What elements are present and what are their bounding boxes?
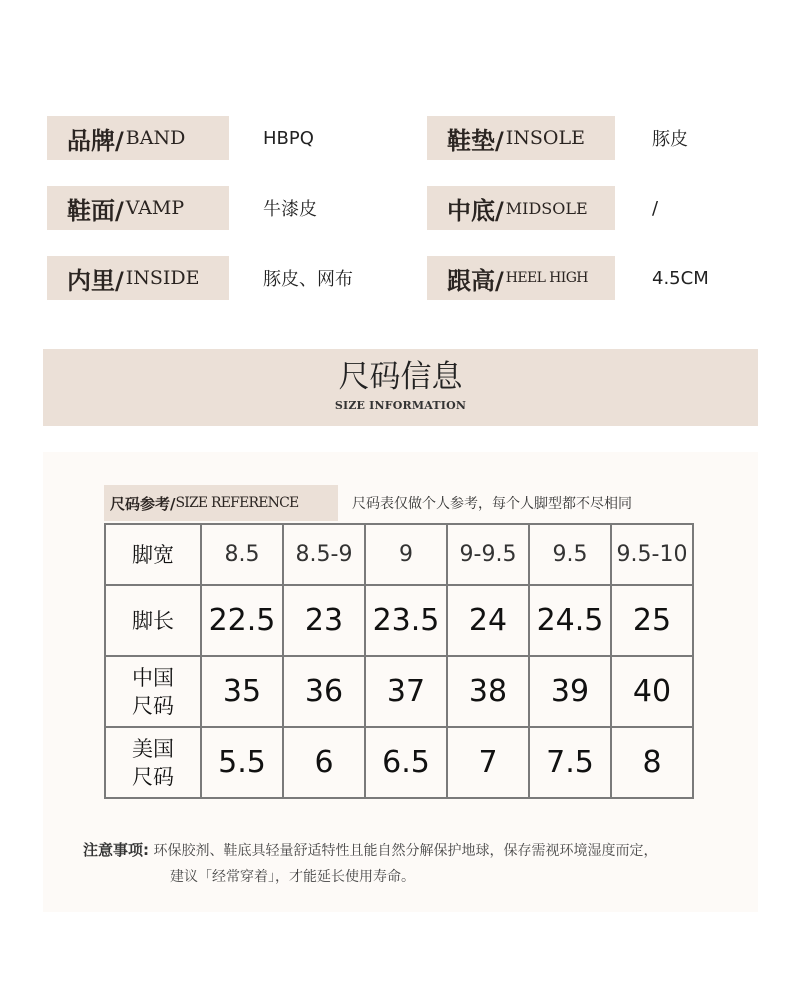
spec-midsole: [427, 186, 757, 230]
spec-midsole-zh: 中底/: [447, 196, 504, 225]
table-row-us-size: [105, 727, 693, 798]
spec-heel-high-label: [427, 256, 615, 300]
care-notes-line-1: [83, 837, 657, 864]
size-information-title: 尺码信息: [338, 359, 463, 395]
table-cell: 40: [611, 656, 693, 727]
spec-vamp-value: 牛漆皮: [263, 199, 317, 220]
spec-brand-label: [47, 116, 229, 160]
row-header-foot-length: 脚长: [105, 585, 201, 656]
row-header-china-size: 中国 尺码: [105, 656, 201, 727]
table-cell: 9-9.5: [447, 524, 529, 585]
table-cell: 35: [201, 656, 283, 727]
spec-inside-zh: 内里/: [67, 266, 124, 295]
care-notes-text-2: 建议「经常穿着」，才能延长使用寿命。: [170, 869, 415, 885]
spec-heel-high: [427, 256, 757, 300]
table-cell: 24.5: [529, 585, 611, 656]
size-reference-note: 尺码表仅做个人参考，每个人脚型都不尽相同: [352, 496, 632, 512]
table-cell: 6.5: [365, 727, 447, 798]
spec-vamp-label: [47, 186, 229, 230]
spec-vamp: [47, 186, 387, 230]
table-cell: 38: [447, 656, 529, 727]
table-cell: 23.5: [365, 585, 447, 656]
care-notes-label: 注意事项:: [83, 841, 149, 859]
table-row-foot-width: [105, 524, 693, 585]
size-information-subtitle: SIZE INFORMATION: [334, 399, 467, 412]
size-reference-label-zh: 尺码参考/: [110, 494, 176, 513]
table-row-foot-length: [105, 585, 693, 656]
table-cell: 25: [611, 585, 693, 656]
table-cell: 8.5: [201, 524, 283, 585]
table-cell: 23: [283, 585, 365, 656]
spec-insole-label: [427, 116, 615, 160]
spec-heel-high-zh: 跟高/: [447, 266, 504, 295]
spec-midsole-value: /: [652, 197, 659, 219]
size-reference-label-en: SIZE REFERENCE: [175, 495, 299, 511]
spec-brand-zh: 品牌/: [67, 126, 124, 155]
table-cell: 9: [365, 524, 447, 585]
table-cell: 24: [447, 585, 529, 656]
table-cell: 39: [529, 656, 611, 727]
table-cell: 5.5: [201, 727, 283, 798]
spec-insole-value: 豚皮: [652, 129, 688, 150]
table-cell: 8: [611, 727, 693, 798]
spec-insole-zh: 鞋垫/: [447, 126, 504, 155]
table-row-china-size: [105, 656, 693, 727]
spec-inside-label: [47, 256, 229, 300]
spec-heel-high-en: HEEL HIGH: [505, 270, 588, 286]
table-cell: 36: [283, 656, 365, 727]
table-cell: 7.5: [529, 727, 611, 798]
table-cell: 7: [447, 727, 529, 798]
spec-insole-en: INSOLE: [505, 127, 585, 149]
table-cell: 9.5: [529, 524, 611, 585]
spec-inside-en: INSIDE: [125, 267, 200, 289]
table-cell: 8.5-9: [283, 524, 365, 585]
table-cell: 9.5-10: [611, 524, 693, 585]
table-cell: 22.5: [201, 585, 283, 656]
row-header-us-size: 美国 尺码: [105, 727, 201, 798]
spec-brand: [47, 116, 387, 160]
care-notes: [83, 837, 657, 890]
spec-inside: [47, 256, 387, 300]
spec-inside-value: 豚皮、网布: [263, 269, 353, 290]
row-header-foot-width: 脚宽: [105, 524, 201, 585]
size-reference-label: [104, 485, 338, 521]
spec-midsole-label: [427, 186, 615, 230]
care-notes-text-1: 环保胶剂、鞋底具轻量舒适特性且能自然分解保护地球，保存需视环境湿度而定，: [153, 843, 658, 859]
spec-brand-en: BAND: [125, 127, 186, 149]
size-table: [104, 523, 694, 799]
table-cell: 6: [283, 727, 365, 798]
spec-insole: [427, 116, 757, 160]
spec-heel-high-value: 4.5CM: [652, 267, 709, 289]
spec-vamp-en: VAMP: [125, 197, 185, 219]
table-cell: 37: [365, 656, 447, 727]
spec-midsole-en: MIDSOLE: [505, 198, 588, 218]
size-information-banner: [43, 349, 758, 426]
spec-brand-value: HBPQ: [263, 127, 314, 149]
spec-vamp-zh: 鞋面/: [67, 196, 124, 225]
